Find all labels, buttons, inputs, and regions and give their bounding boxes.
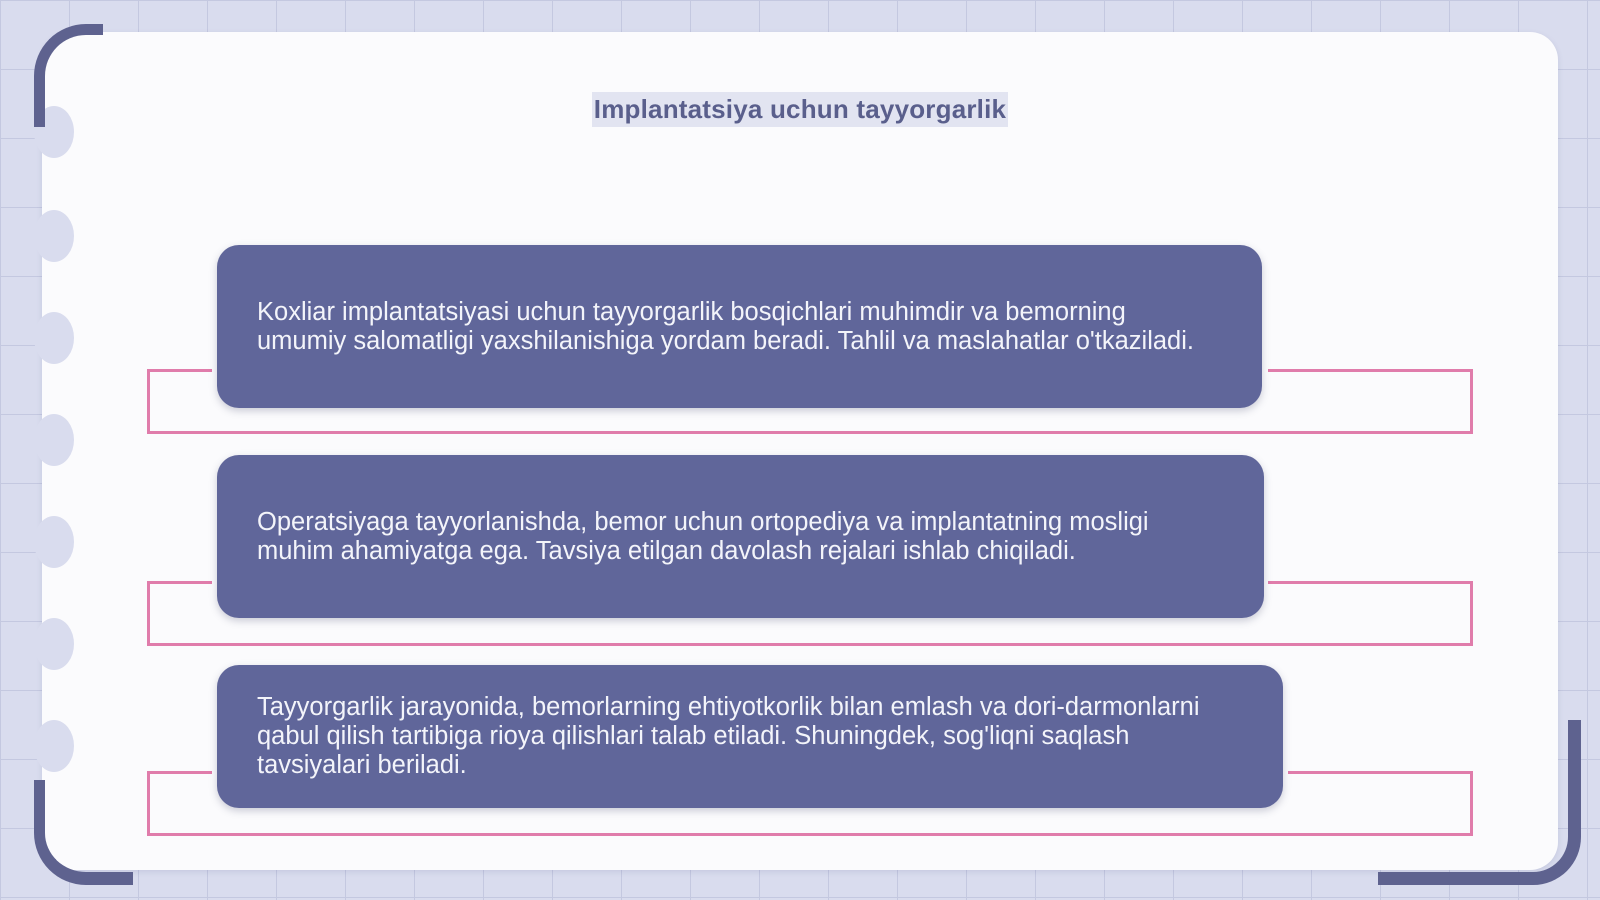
item-card-1 xyxy=(217,245,1262,408)
item-text-3: Tayyorgarlik jarayonida, bemorlarning ehtiyotkorlik bilan emlash va dori-darmonlarni qabul qilish tartibiga rioya qilishlari talab etiladi. Shuningdek, sog'liqni saqlash tavsiyalari beriladi. xyxy=(257,693,1200,779)
paper-notch xyxy=(34,210,74,262)
slide-title: Implantatsiya uchun tayyorgarlik xyxy=(592,92,1008,127)
paper-notch xyxy=(34,618,74,670)
item-text-2: Operatsiyaga tayyorlanishda, bemor uchun ortopediya va implantatning mosligi muhim ahamiyatga ega. Tavsiya etilgan davolash rejalari ishlab chiqiladi. xyxy=(257,507,1149,565)
slide-title-wrap xyxy=(0,92,1600,127)
item-text-1: Koxliar implantatsiyasi uchun tayyorgarlik bosqichlari muhimdir va bemorning umumiy salomatligi yaxshilanishiga yordam beradi. Tahlil va maslahatlar o'tkaziladi. xyxy=(257,297,1194,355)
paper-notch xyxy=(34,720,74,772)
paper-notch xyxy=(34,414,74,466)
item-card-2 xyxy=(217,455,1264,618)
paper-notch xyxy=(34,516,74,568)
paper-notch xyxy=(34,312,74,364)
item-card-3 xyxy=(217,665,1283,808)
corner-bracket-bottom-left xyxy=(34,780,133,885)
